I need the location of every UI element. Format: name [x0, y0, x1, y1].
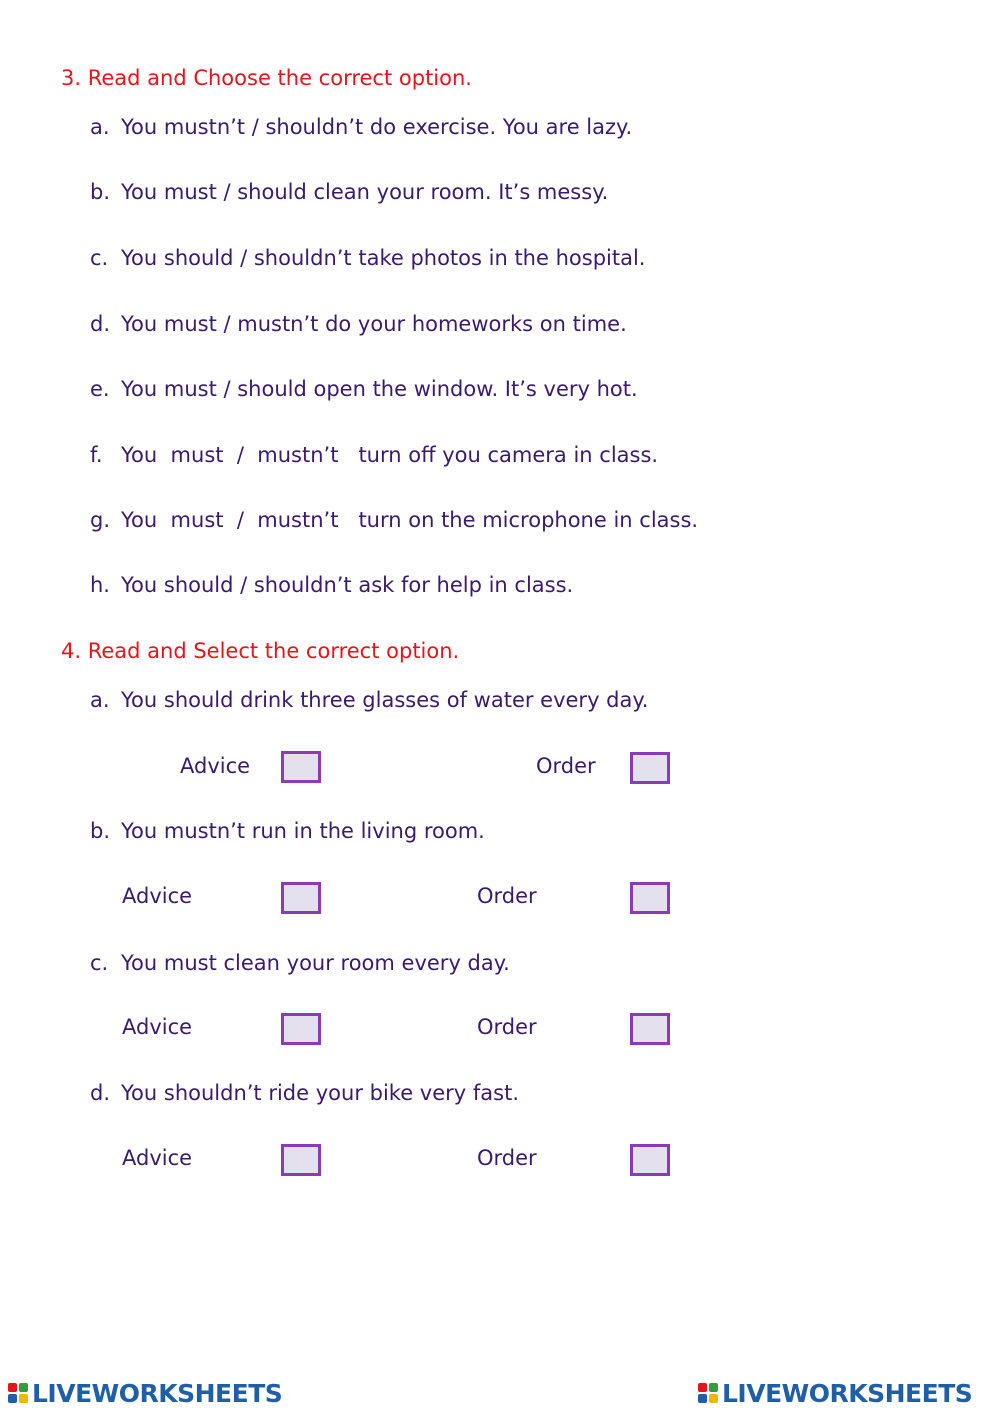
item-letter: c.	[90, 951, 109, 975]
item-letter: h.	[90, 573, 110, 597]
section-4-item-d	[90, 1079, 519, 1107]
item-text: You mustn’t run in the living room.	[121, 819, 485, 843]
liveworksheets-wordmark: LIVEWORKSHEETS	[722, 1378, 973, 1408]
order-label: Order	[536, 754, 596, 778]
section-3-item-f	[90, 441, 658, 469]
advice-label: Advice	[122, 1146, 193, 1170]
section-3-item-a	[90, 113, 632, 141]
item-text: You should / shouldn’t ask for help in class.	[121, 573, 574, 597]
liveworksheets-logo-icon	[8, 1383, 28, 1403]
advice-label: Advice	[122, 884, 193, 908]
item-letter: b.	[90, 819, 111, 843]
order-label: Order	[477, 1015, 537, 1039]
order-checkbox[interactable]	[630, 752, 670, 784]
item-letter: c.	[90, 246, 109, 270]
item-text: You must / should clean your room. It’s messy.	[121, 180, 609, 204]
order-label: Order	[477, 884, 537, 908]
section-3-item-d	[90, 310, 627, 338]
item-letter: a.	[90, 688, 110, 712]
item-text: You shouldn’t ride your bike very fast.	[121, 1081, 519, 1105]
item-text: You must clean your room every day.	[121, 951, 510, 975]
item-text: You must / mustn’t turn on the microphone in class.	[121, 508, 699, 532]
liveworksheets-logo-icon	[698, 1383, 718, 1403]
item-letter: f.	[90, 443, 103, 467]
section-4-item-b	[90, 817, 485, 845]
advice-checkbox[interactable]	[281, 882, 321, 914]
section-4-item-a	[90, 686, 648, 714]
advice-checkbox[interactable]	[281, 1144, 321, 1176]
liveworksheets-logo-right	[698, 1377, 972, 1409]
item-text: You should / shouldn’t take photos in the hospital.	[121, 246, 646, 270]
item-text: You must / mustn’t turn off you camera in class.	[121, 443, 659, 467]
section-3-item-c	[90, 244, 645, 272]
section-3-heading: 3. Read and Choose the correct option.	[61, 66, 472, 90]
item-letter: d.	[90, 1081, 111, 1105]
advice-label: Advice	[122, 1015, 193, 1039]
item-text: You must / mustn’t do your homeworks on time.	[121, 312, 627, 336]
item-letter: b.	[90, 180, 111, 204]
section-3-item-e	[90, 375, 638, 403]
section-4-heading: 4. Read and Select the correct option.	[61, 639, 460, 663]
advice-label: Advice	[180, 754, 251, 778]
section-3-item-g	[90, 506, 698, 534]
item-text: You mustn’t / shouldn’t do exercise. You are lazy.	[121, 115, 633, 139]
section-4-item-c	[90, 949, 510, 977]
order-label: Order	[477, 1146, 537, 1170]
item-letter: a.	[90, 115, 110, 139]
item-text: You must / should open the window. It’s very hot.	[121, 377, 638, 401]
liveworksheets-wordmark: LIVEWORKSHEETS	[32, 1378, 283, 1408]
advice-checkbox[interactable]	[281, 1013, 321, 1045]
liveworksheets-logo-left	[8, 1377, 282, 1409]
section-3-item-h	[90, 571, 573, 599]
order-checkbox[interactable]	[630, 882, 670, 914]
advice-checkbox[interactable]	[281, 751, 321, 783]
item-text: You should drink three glasses of water every day.	[121, 688, 649, 712]
item-letter: g.	[90, 508, 111, 532]
order-checkbox[interactable]	[630, 1013, 670, 1045]
item-letter: d.	[90, 312, 111, 336]
item-letter: e.	[90, 377, 110, 401]
order-checkbox[interactable]	[630, 1144, 670, 1176]
section-3-item-b	[90, 178, 608, 206]
